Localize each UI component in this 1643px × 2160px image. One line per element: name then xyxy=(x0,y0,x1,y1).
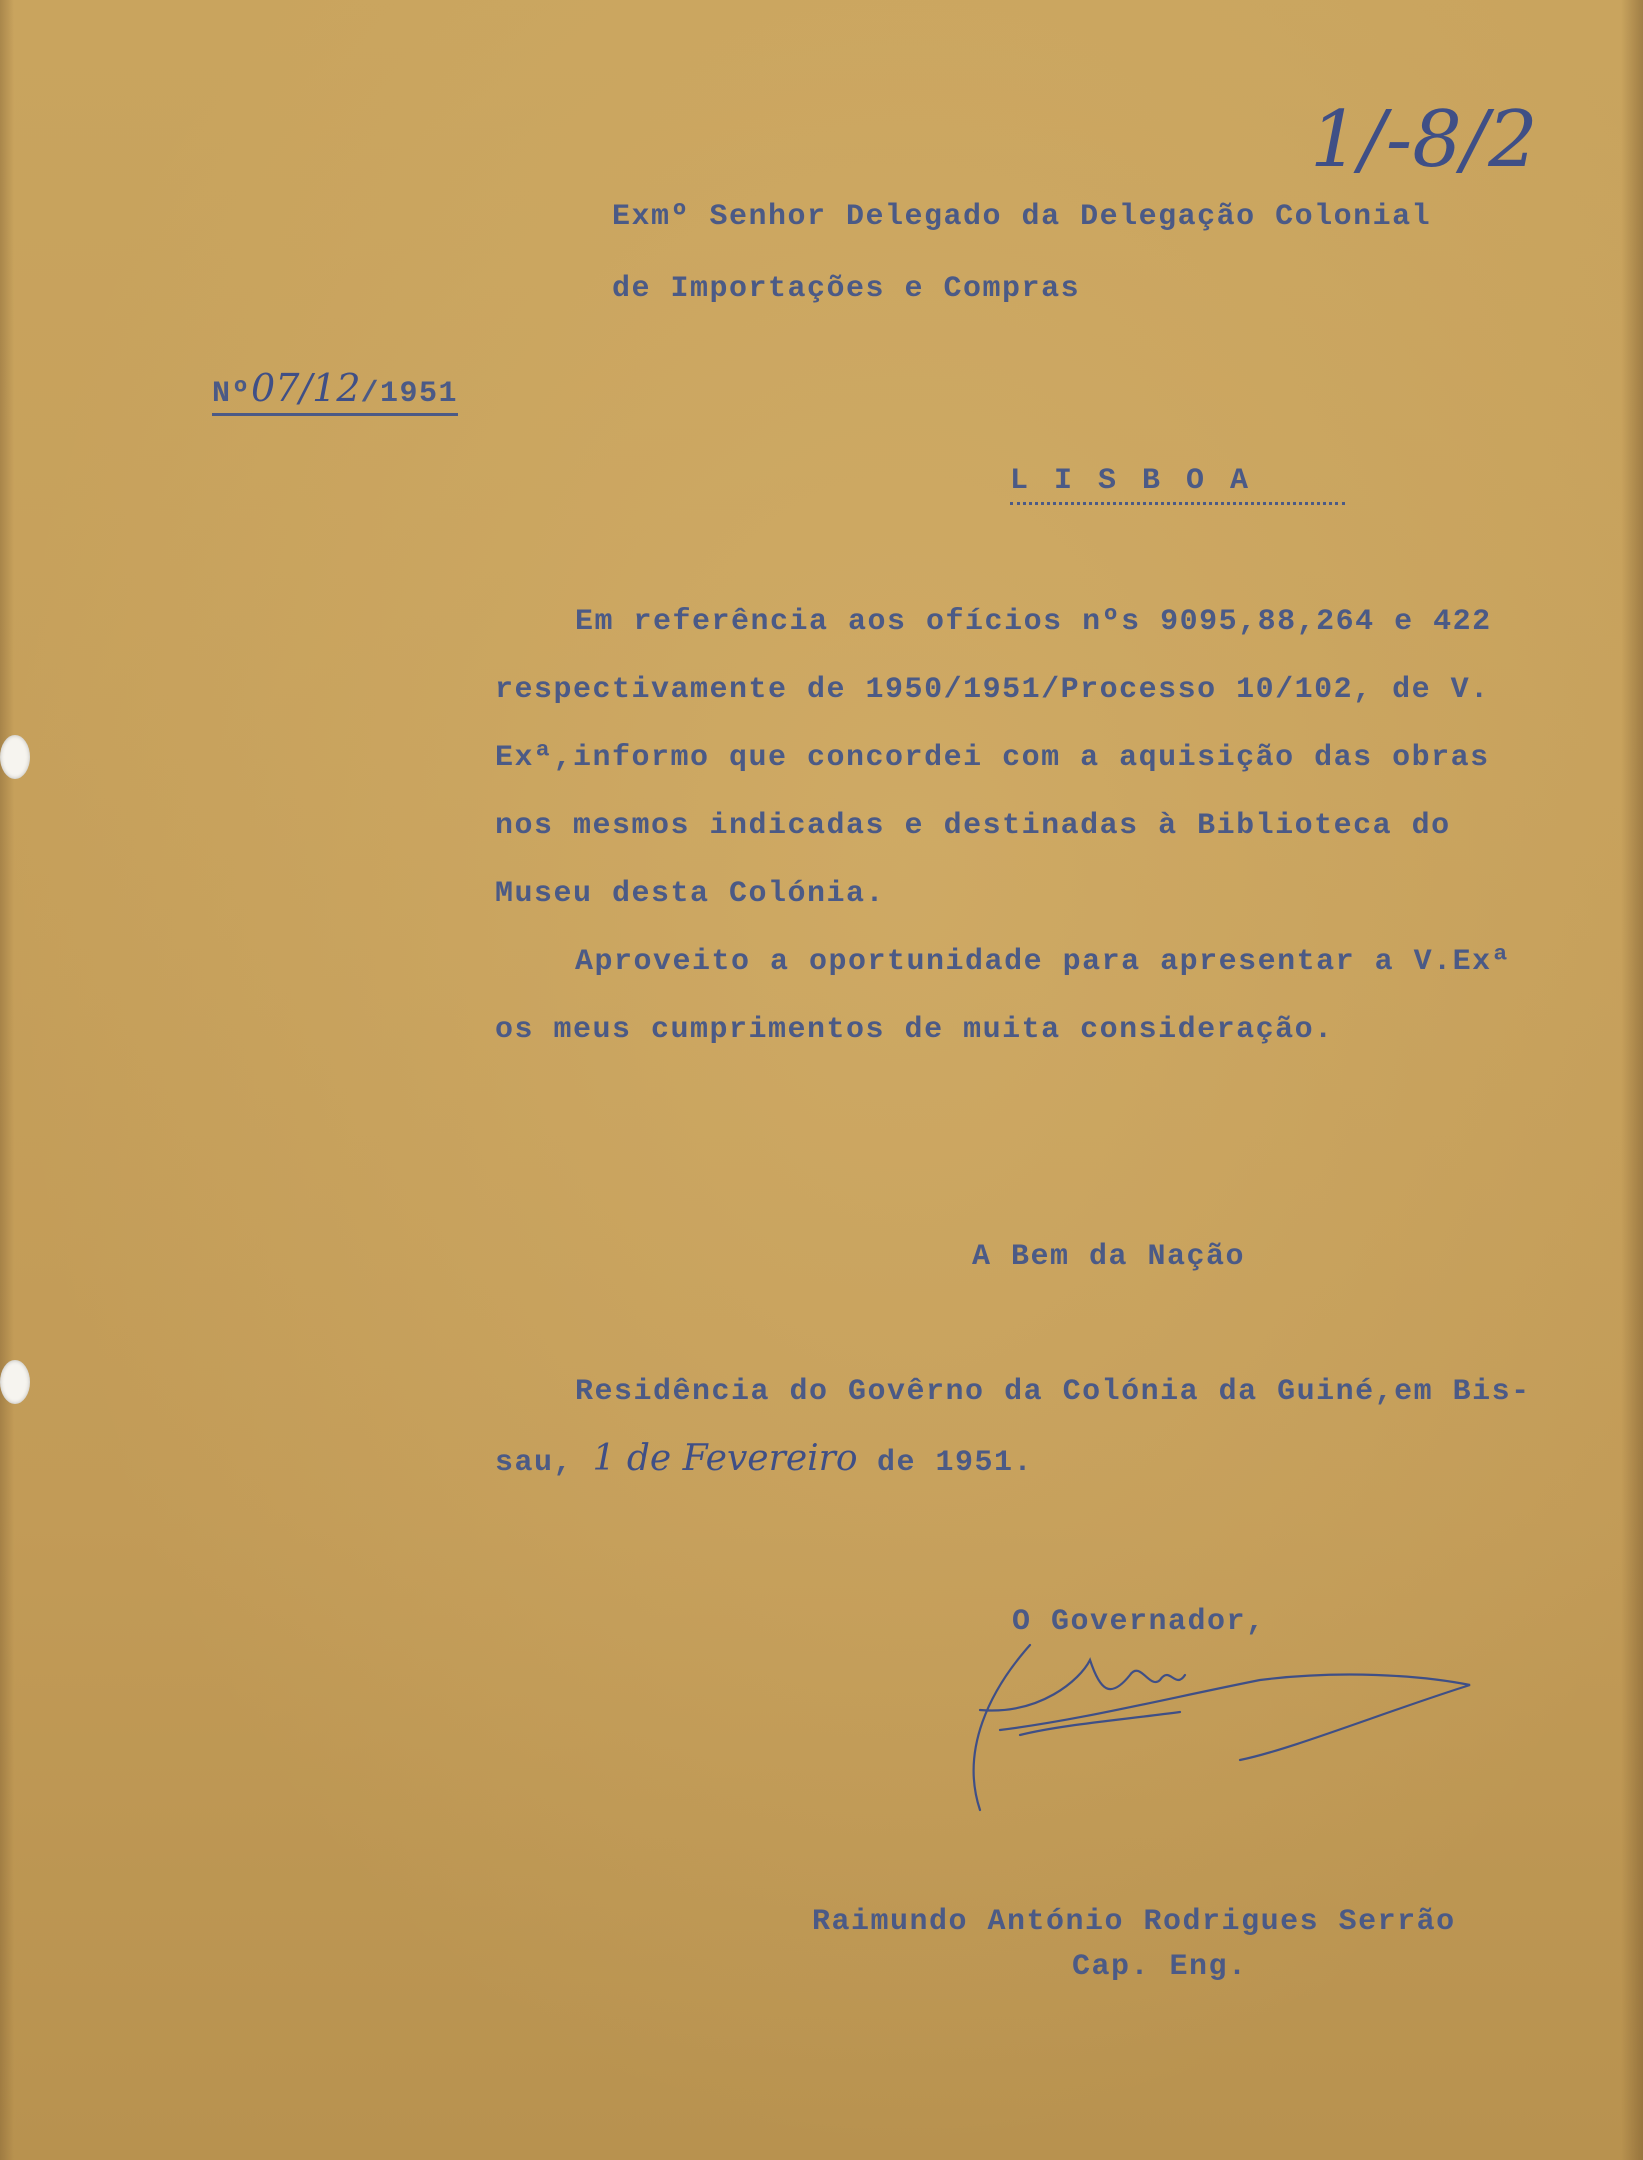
signatory-name: Raimundo António Rodrigues Serrão xyxy=(812,1905,1456,1939)
addressee-line-2: de Importações e Compras xyxy=(612,272,1081,306)
page-left-shadow xyxy=(0,0,14,2160)
place-date-line-2 xyxy=(495,1438,1033,1480)
signature-scribble xyxy=(960,1620,1480,1820)
reference-handwritten: 07/12 xyxy=(251,366,361,410)
reference-suffix: /1951 xyxy=(360,377,459,411)
closing-line-1: Aproveito a oportunidade para apresentar a V.Exª xyxy=(575,945,1512,979)
place-date-suffix: de 1951. xyxy=(857,1446,1034,1480)
place-date-prefix: sau, xyxy=(495,1446,593,1480)
body-line-1: Em referência aos ofícios nºs 9095,88,264 e 422 xyxy=(575,605,1492,639)
city-heading: L I S B O A xyxy=(1010,464,1345,505)
punch-hole-upper xyxy=(0,735,30,779)
archive-mark: 1/-8/2 xyxy=(1310,95,1538,185)
closing-line-2: os meus cumprimentos de muita consideração. xyxy=(495,1013,1334,1047)
salutation: A Bem da Nação xyxy=(972,1240,1246,1274)
place-date-line-1: Residência do Govêrno da Colónia da Guiné,em Bis- xyxy=(575,1375,1531,1409)
reference-number xyxy=(212,366,458,416)
body-line-5: Museu desta Colónia. xyxy=(495,877,886,911)
date-handwritten: 1 de Fevereiro xyxy=(592,1438,858,1479)
punch-hole-lower xyxy=(0,1360,30,1404)
body-line-4: nos mesmos indicadas e destinadas à Biblioteca do xyxy=(495,809,1451,843)
signature-role: O Governador, xyxy=(1012,1605,1266,1639)
body-line-2: respectivamente de 1950/1951/Processo 10/102, de V. xyxy=(495,673,1490,707)
reference-prefix: Nº xyxy=(212,377,252,411)
addressee-line-1: Exmº Senhor Delegado da Delegação Colonial xyxy=(612,200,1432,234)
signatory-rank: Cap. Eng. xyxy=(1072,1950,1248,1984)
body-line-3: Exª,informo que concordei com a aquisição das obras xyxy=(495,741,1490,775)
page-right-shadow xyxy=(1621,0,1643,2160)
